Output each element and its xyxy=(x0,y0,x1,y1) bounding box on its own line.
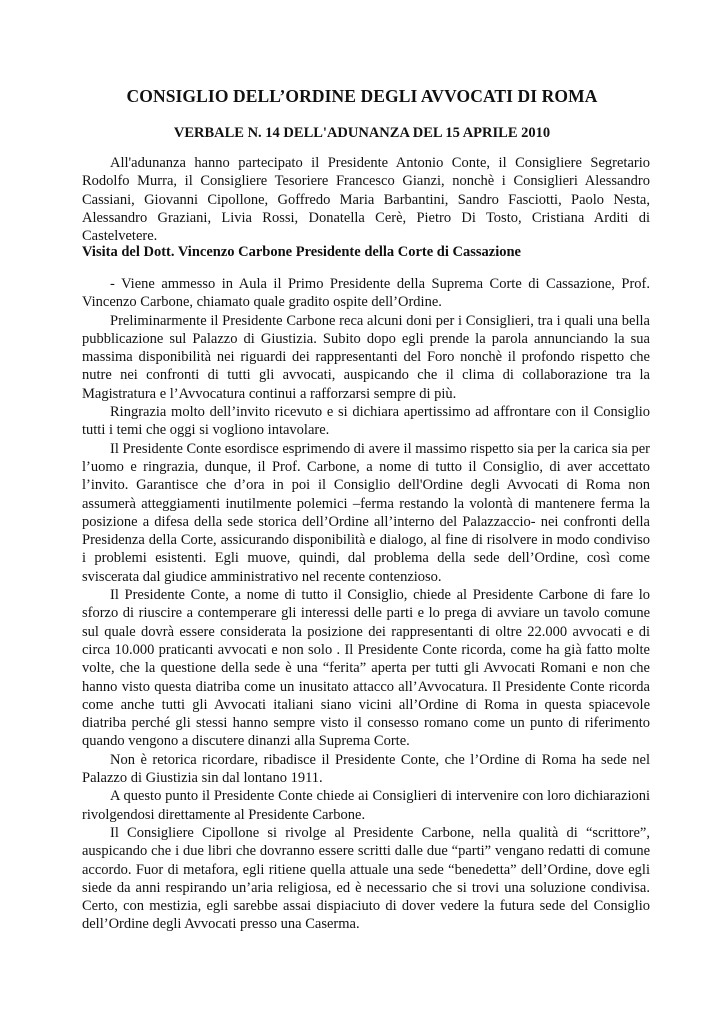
paragraph: Non è retorica ricordare, ribadisce il Presidente Conte, che l’Ordine di Roma ha sede nel Palazzo di Giustizia sin dal lontano 1911. xyxy=(82,751,650,787)
paragraph: Ringrazia molto dell’invito ricevuto e si dichiara apertissimo ad affrontare con il Consiglio tutti i temi che oggi si vogliono intavolare. xyxy=(82,404,650,439)
attendance-text: All'adunanza hanno partecipato il Presidente Antonio Conte, il Consigliere Segretario Rodolfo Murra, il Consigliere Tesoriere Francesco Gianzi, nonchè i Consiglieri Alessandro Cassiani, Giovanni Cipollone, Goffredo Maria Barbantini, Sandro Fasciotti, Paolo Nesta, Alessandro Graziani, Livia Rossi, Donatella Cerè, Pietro Di Tosto, Cristiana Arditi di Castelvetere. xyxy=(82,155,650,245)
paragraph: Il Presidente Conte, a nome di tutto il Consiglio, chiede al Presidente Carbone di fare lo sforzo di riuscire a contemperare gli interessi delle parti e lo prega di avviare un tavolo comune sul quale dovrà essere considerata la posizione dei rappresentanti di oltre 22.000 avvocati e di circa 10.000 praticanti avvocati e non solo . Il Presidente Conte ricorda, come ha già fatto molte volte, che la questione della sede è una “ferita” aperta per tutti gli Avvocati Romani e non che hanno visto questa diatriba come un inusitato attacco all’Avvocatura. Il Presidente Conte ricorda come anche tutti gli Avvocati italiani siano vicini all’Ordine di Roma in questa spiacevole diatriba perché gli stessi hanno sempre visto il consesso romano come un punto di riferimento quando vengono a discutere dinanzi alla Suprema Corte. xyxy=(82,587,650,750)
organization-title: CONSIGLIO DELL’ORDINE DEGLI AVVOCATI DI ROMA xyxy=(126,86,598,106)
attendance-paragraph xyxy=(82,154,650,245)
paragraph: A questo punto il Presidente Conte chiede ai Consiglieri di intervenire con loro dichiarazioni rivolgendosi direttamente al Presidente Carbone. xyxy=(82,788,650,823)
paragraph: Il Presidente Conte esordisce esprimendo di avere il massimo rispetto sia per la carica sia per l’uomo e ringrazia, dunque, il Prof. Carbone, a nome di tutto il Consiglio, di aver accettato l’invito. Garantisce che d’ora in poi il Consiglio dell'Ordine degli Avvocati di Roma non assumerà atteggiamenti inutilmente polemici –ferma restando la volontà di mantenere ferma la posizione a difesa della sede storica dell’Ordine all’interno del Palazzaccio- nei confronti della Presidenza della Corte, assicurando disponibilità e dialogo, al fine di risolvere in modo condiviso i problemi esistenti. Egli muove, quindi, dal problema della sede dell’Ordine, così come sviscerata dal giudice amministrativo nel recente contenzioso. xyxy=(82,440,650,585)
paragraph: Preliminarmente il Presidente Carbone reca alcuni doni per i Consiglieri, tra i quali una bella pubblicazione sul Palazzo di Giustizia. Subito dopo egli prende la parola annunciando la sua massima disponibilità nei riguardi dei rappresentanti del Foro nonchè il profondo rispetto che nutre nei confronti di tutti gli avvocati, auspicando che il clima di collaborazione tra la Magistratura e l’Avvocatura continui a rafforzarsi sempre di più. xyxy=(82,312,650,402)
section-body xyxy=(82,275,650,934)
paragraph: - Viene ammesso in Aula il Primo Presidente della Suprema Corte di Cassazione, Prof. Vincenzo Carbone, chiamato quale gradito ospite dell’Ordine. xyxy=(82,276,650,311)
paragraph: Il Consigliere Cipollone si rivolge al Presidente Carbone, nella qualità di “scrittore”, auspicando che i due libri che dovranno essere scritti dalle due “parti” vengano redatti di comune accordo. Fuor di metafora, egli ritiene quella attuale una sede “benedetta” dell’Ordine, dove egli siede da anni respirando un’aria religiosa, ed è necessario che si trovi una soluzione condivisa. Certo, con mestizia, egli sarebbe assai dispiaciuto di dover vedere la futura sede del Consiglio dell’Ordine degli Avvocati presso una Caserma. xyxy=(82,824,650,933)
section-heading: Visita del Dott. Vincenzo Carbone Presidente della Corte di Cassazione xyxy=(82,244,521,260)
verbale-title: VERBALE N. 14 DELL'ADUNANZA DEL 15 APRILE 2010 xyxy=(173,125,551,141)
